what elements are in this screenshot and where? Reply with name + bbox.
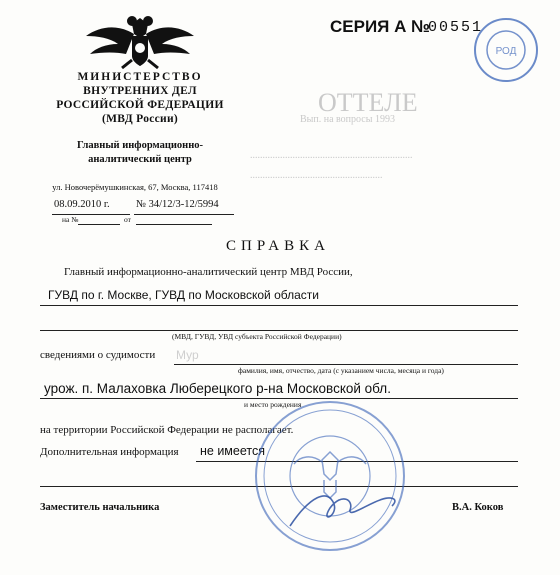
certificate-page: ОТТЕЛЕ Вып. на вопросы 1993 ................................................................. ..................................................... РОД СЕРИЯ А № 00551 МИНИСТЕРСТВО ВНУТРЕННИХ ДЕЛ РОССИЙСКОЙ ФЕДЕРАЦИИ (МВД России) Главный информационно- аналитический центр ул. Новочерёмушкинская, 67, Москва, 117418 08.09.2010 г. № 34/12/3-12/5994 на № от СПРАВКА Главный информационно-аналитический центр МВД России, ГУВД по г. Москве, ГУВД по Московской области (МВД, ГУВД, УВД субъекта Российской Федерации) сведениями о судимости Мур фамилия, имя, отчество, дата (с указанием числа, месяца и года) урож. п. Малаховка Люберецкого р-на Московской обл. и место рождения на территории Российской Федерации не располагает. Дополнительная информация не имеется Заместитель начальника В.А. Коков — [0, 0, 560, 575]
caption-birthplace: и место рождения — [244, 400, 302, 409]
additional-info-value: не имеется — [200, 444, 265, 458]
label-ot: от — [124, 215, 131, 224]
center-name — [40, 139, 240, 167]
date-value: 08.09.2010 г. — [54, 199, 110, 210]
document-title: СПРАВКА — [226, 238, 330, 254]
ministry-line: ВНУТРЕННИХ ДЕЛ — [83, 85, 197, 97]
ministry-name — [40, 70, 240, 126]
ministry-line: (МВД России) — [101, 113, 179, 125]
series-label: СЕРИЯ А № — [330, 17, 431, 36]
ministry-line: РОССИЙСКОЙ ФЕДЕРАЦИИ — [56, 99, 224, 111]
address: ул. Новочерёмушкинская, 67, Москва, 117418 — [52, 182, 218, 192]
signer-position: Заместитель начальника — [40, 502, 160, 513]
person-name-field: Мур — [176, 348, 199, 362]
outgoing-number: № 34/12/3-12/5994 — [136, 199, 219, 210]
signer-name: В.А. Коков — [452, 502, 504, 513]
center-line: Главный информационно- — [76, 140, 204, 151]
caption-person: фамилия, имя, отчество, дата (с указанием числа, месяца и года) — [238, 366, 444, 375]
round-seal-icon — [250, 396, 410, 556]
center-line: аналитический центр — [88, 154, 192, 165]
birth-place: урож. п. Малаховка Люберецкого р-на Московской обл. — [44, 381, 391, 396]
caption-authority: (МВД, ГУВД, УВД субъекта Российской Федерации) — [172, 332, 342, 341]
label-na: на № — [62, 215, 79, 224]
conviction-label: сведениями о судимости — [40, 349, 156, 361]
additional-info-label: Дополнительная информация — [40, 446, 179, 458]
body-line-2: ГУВД по г. Москве, ГУВД по Московской области — [48, 288, 319, 302]
series-number: 00551 — [428, 19, 484, 36]
body-line-6: на территории Российской Федерации не располагает. — [40, 424, 294, 436]
svg-text:РОД: РОД — [495, 46, 517, 57]
eagle-emblem-icon — [82, 14, 198, 70]
ministry-line: МИНИСТЕРСТВО — [77, 71, 203, 83]
body-line-1: Главный информационно-аналитический центр МВД России, — [64, 266, 353, 278]
